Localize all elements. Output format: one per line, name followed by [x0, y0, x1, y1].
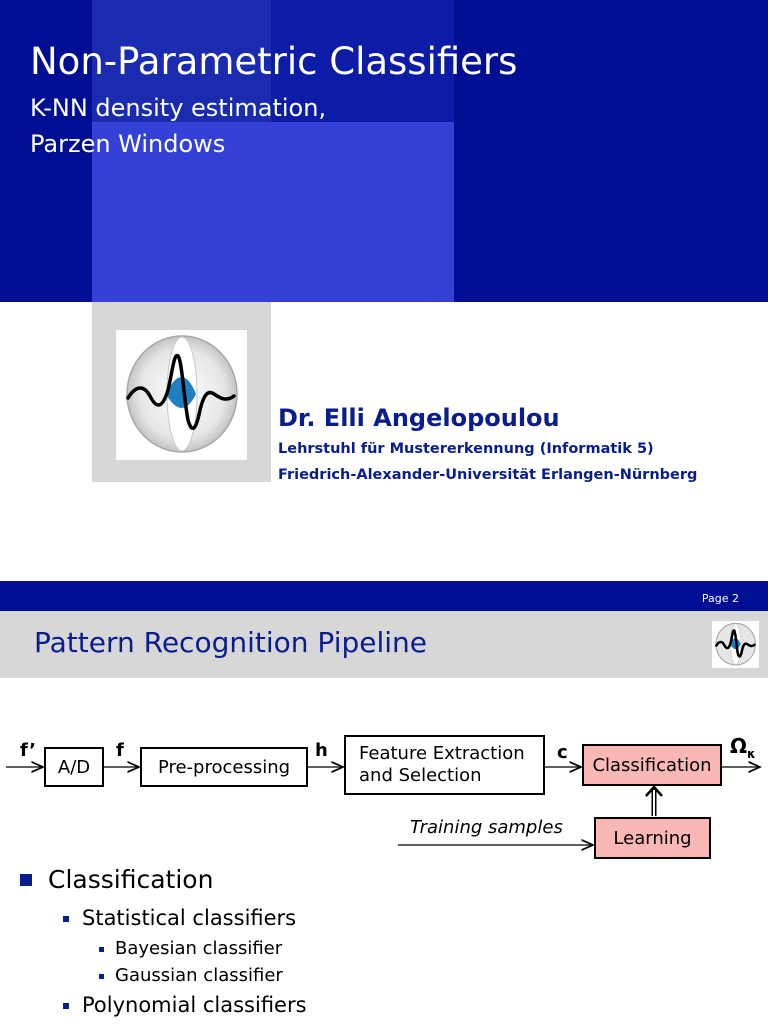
bullet-text: Classification [48, 865, 214, 894]
training-samples-label: Training samples [410, 817, 563, 838]
slide-title: Non-Parametric Classifiers [30, 40, 518, 83]
slide-title-bar [0, 611, 768, 678]
subtitle-line: K-NN density estimation, [30, 94, 327, 122]
affiliation-line: Lehrstuhl für Mustererkennung (Informatik 5) [278, 441, 654, 457]
box-label: A/D [57, 756, 91, 778]
bullet-statistical [82, 906, 296, 930]
affiliation-line: Friedrich-Alexander-Universität Erlangen-Nürnberg [278, 467, 698, 483]
bullet-text: Gaussian classifier [115, 965, 283, 986]
slide-title: Pattern Recognition Pipeline [34, 626, 427, 659]
box-label: Feature Extraction [359, 743, 525, 764]
signal-label-c: c [557, 742, 568, 763]
bullet-polynomial [82, 993, 307, 1017]
author-name: Dr. Elli Angelopoulou [278, 404, 560, 432]
bullet-square-icon [63, 1003, 69, 1009]
box-label: Classification [592, 754, 712, 776]
bullet-square-icon [99, 947, 104, 952]
bullet-bayesian [115, 938, 282, 959]
bullet-text: Statistical classifiers [82, 906, 297, 930]
box-label: and Selection [359, 765, 482, 786]
slide-top-bar [0, 581, 768, 611]
ad-converter-box [44, 747, 104, 787]
pipeline-diagram [0, 730, 768, 865]
wave-logo-icon [712, 621, 759, 668]
preprocessing-box [140, 747, 308, 787]
signal-label-f-prime: f’ [20, 740, 36, 761]
bullet-text: Polynomial classifiers [82, 993, 307, 1017]
wave-logo-icon [116, 330, 247, 460]
logo-panel [92, 302, 271, 482]
bullet-text: Bayesian classifier [115, 938, 283, 959]
learning-box [594, 817, 711, 859]
omega-symbol: Ω [730, 734, 748, 758]
page-number: Page 2 [701, 592, 739, 605]
classification-box [582, 744, 722, 786]
signal-label-f: f [116, 740, 124, 761]
signal-label-h: h [315, 740, 328, 761]
box-label: Pre-processing [157, 756, 291, 778]
slide-subtitle [30, 90, 326, 162]
box-label: Learning [613, 827, 692, 849]
subtitle-line: Parzen Windows [30, 130, 226, 158]
bullet-gaussian [115, 965, 283, 986]
output-class-label [730, 734, 756, 761]
bullet-square-icon [63, 916, 69, 922]
bullet-classification [48, 865, 213, 894]
bullet-square-icon [20, 874, 32, 886]
feature-extraction-box [344, 735, 545, 795]
title-header [0, 0, 768, 302]
bullet-square-icon [99, 974, 104, 979]
omega-subscript: κ [747, 747, 756, 761]
